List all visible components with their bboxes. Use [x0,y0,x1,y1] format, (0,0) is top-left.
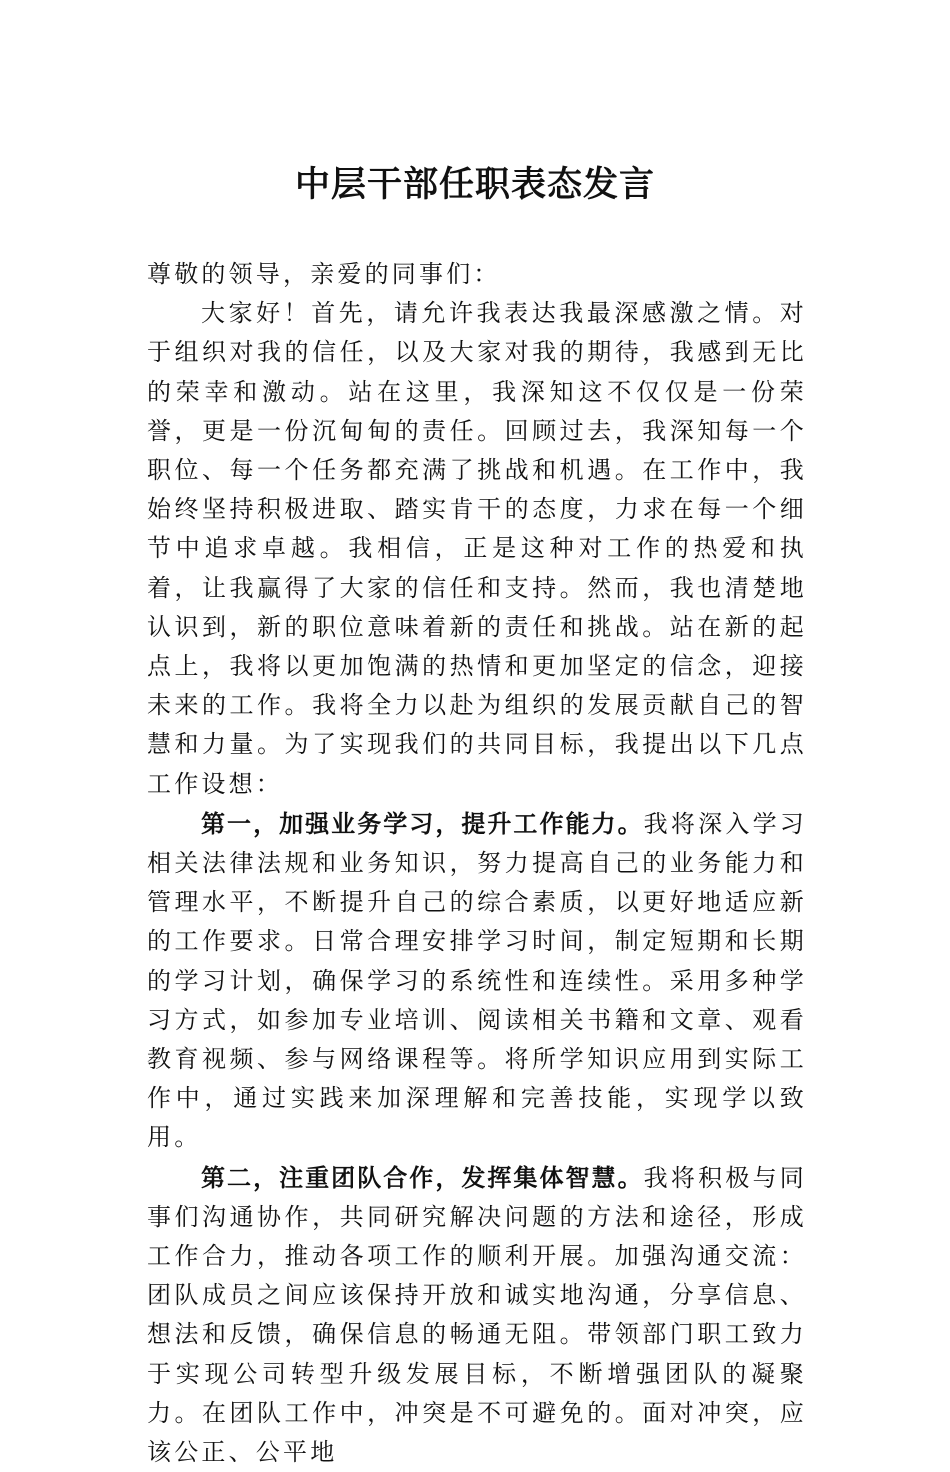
greeting: 尊敬的领导，亲爱的同事们： [147,260,501,288]
paragraph-point-two [147,1158,807,1472]
paragraph-lead: 第二，注重团队合作，发挥集体智慧。 [201,1162,644,1192]
paragraph-point-one [147,804,807,1158]
paragraph-text: 大家好！首先，请允许我表达我最深感激之情。对于组织对我的信任，以及大家对我的期待，我感到无比的荣幸和激动。站在这里，我深知这不仅仅是一份荣誉，更是一份沉甸甸的责任。回顾过去，我深知每一个职位、每一个任务都充满了挑战和机遇。在工作中，我始终坚持积极进取、踏实肯干的态度，力求在每一个细节中追求卓越。我相信，正是这种对工作的热爱和执着，让我赢得了大家的信任和支持。然而，我也清楚地认识到，新的职位意味着新的责任和挑战。站在新的起点上，我将以更加饱满的热情和更加坚定的信念，迎接未来的工作。我将全力以赴为组织的发展贡献自己的智慧和力量。为了实现我们的共同目标，我提出以下几点工作设想： [147,299,807,798]
paragraph-text: 我将积极与同事们沟通协作，共同研究解决问题的方法和途径，形成工作合力，推动各项工作的顺利开展。加强沟通交流：团队成员之间应该保持开放和诚实地沟通，分享信息、想法和反馈，确保信息的畅通无阻。带领部门职工致力于实现公司转型升级发展目标，不断增强团队的凝聚力。在团队工作中，冲突是不可避免的。面对冲突，应该公正、公平地 [147,1163,808,1467]
paragraph-intro [147,294,807,804]
document-body [147,255,807,1472]
paragraph-lead: 第一，加强业务学习，提升工作能力。 [201,808,644,838]
paragraph-text: 我将深入学习相关法律法规和业务知识，努力提高自己的业务能力和管理水平，不断提升自己的综合素质，以更好地适应新的工作要求。日常合理安排学习时间，制定短期和长期的学习计划，确保学习的系统性和连续性。采用多种学习方式，如参加专业培训、阅读相关书籍和文章、观看教育视频、参与网络课程等。将所学知识应用到实际工作中，通过实践来加深理解和完善技能，实现学以致用。 [147,809,808,1152]
document-title: 中层干部任职表态发言 [294,164,655,205]
